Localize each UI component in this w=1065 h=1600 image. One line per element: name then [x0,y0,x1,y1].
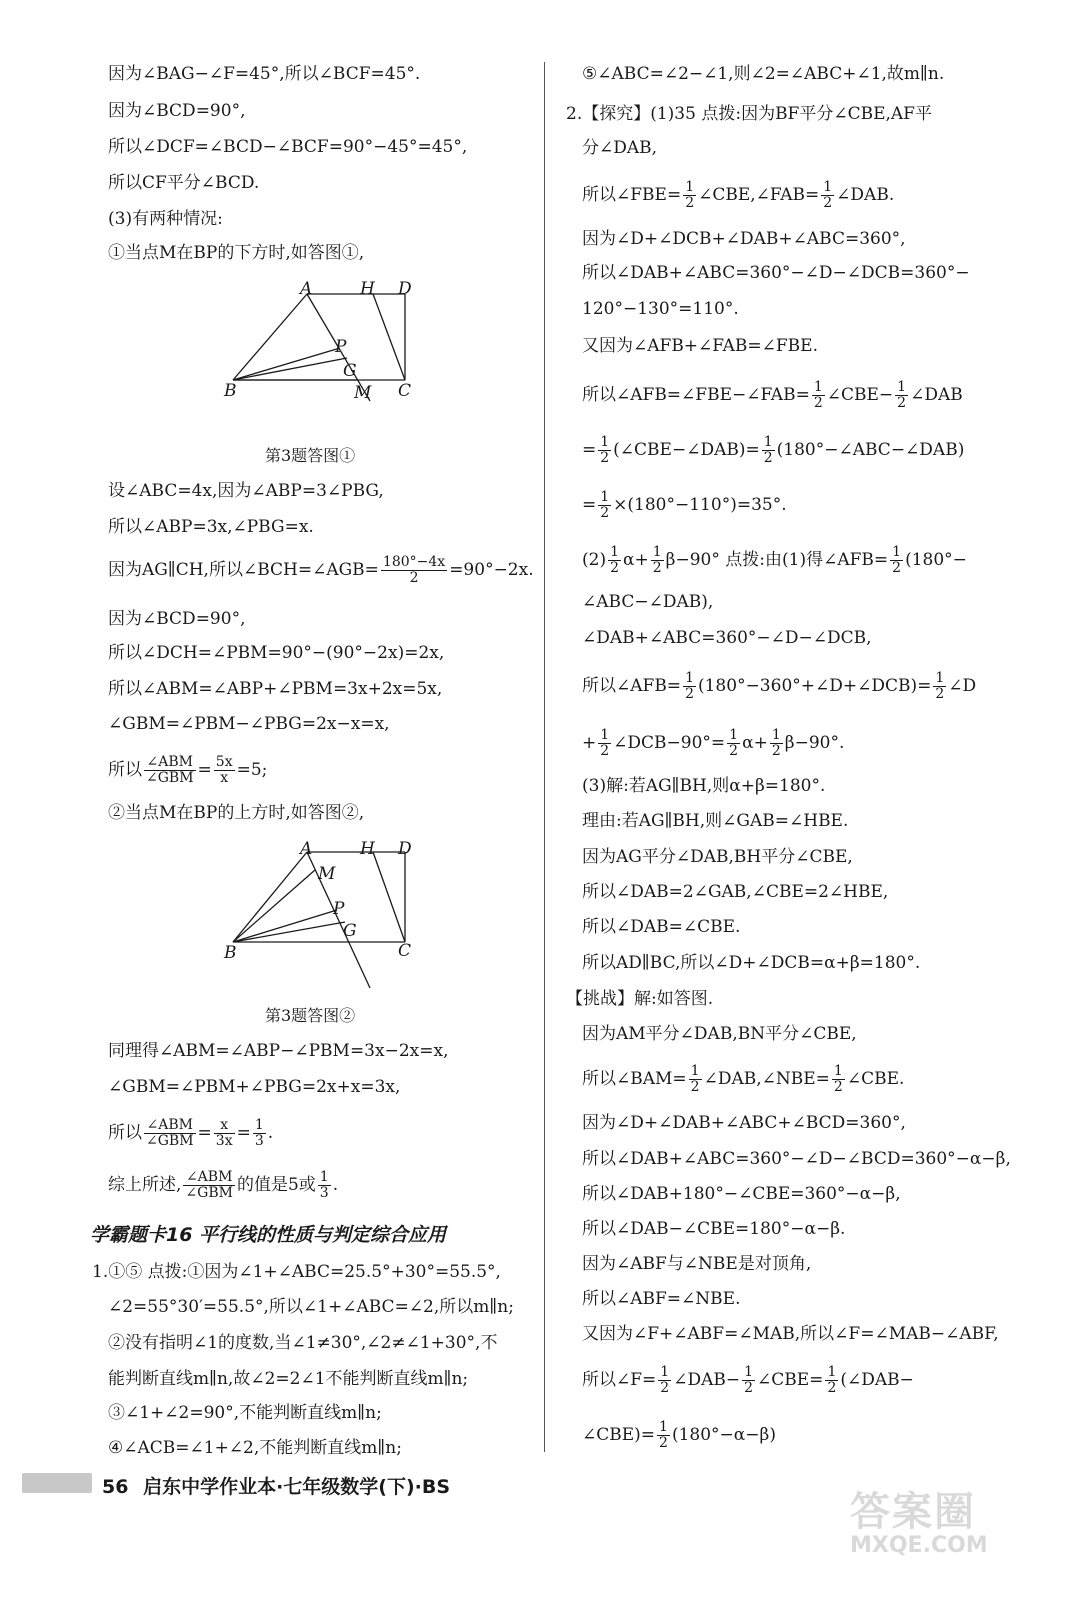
label-P: P [333,899,345,919]
text-line: 因为∠BCD=90°, [108,101,246,121]
text-segment: 所以 [108,760,142,780]
text-line: ⑤∠ABC=∠2−∠1,则∠2=∠ABC+∠1,故m∥n. [582,64,945,84]
text-line: ③∠1+∠2=90°,不能判断直线m∥n; [108,1403,382,1423]
text-line: 所以∠DAB=∠CBE. [582,917,741,937]
text-segment: 所以∠AFB= [582,676,682,696]
text-line: 因为∠D+∠DAB+∠ABC+∠BCD=360°, [582,1113,906,1133]
text-segment: β−90°. [784,733,845,753]
text-line [582,435,964,466]
fraction [318,1170,331,1201]
text-segment: (180°−α−β) [671,1425,776,1445]
fraction-half [770,728,783,759]
text-line [108,1170,338,1201]
label-H: H [360,839,375,859]
text-line [108,555,534,586]
text-line: 所以AD∥BC,所以∠D+∠DCB=α+β=180°. [582,953,921,973]
text-line: 分∠DAB, [582,138,658,158]
numerator: 1 [771,727,781,743]
text-segment: = [582,440,597,460]
denominator: 2 [600,450,610,466]
footer [102,1472,450,1499]
text-segment: α+ [742,733,768,753]
label-M: M [318,864,336,884]
text-line [582,1064,904,1095]
fraction-half [658,1365,671,1396]
numerator: 1 [827,1364,837,1380]
text-line: 又因为∠AFB+∠FAB=∠FBE. [582,336,818,356]
denominator: 2 [771,743,781,759]
denominator: 2 [660,1380,670,1396]
text-segment: . [332,1175,339,1195]
denominator: 2 [763,450,773,466]
label-G: G [343,921,357,941]
numerator: 1 [660,1364,670,1380]
text-line: 所以∠DAB=2∠GAB,∠CBE=2∠HBE, [582,882,889,902]
watermark-url: MXQE.COM [850,1533,988,1558]
numerator: 1 [652,544,662,560]
text-segment: =5; [236,760,268,780]
text-segment: ∠CBE,∠FAB= [698,185,820,205]
text-line: ①当点M在BP的下方时,如答图①, [108,243,365,263]
numerator: ∠ABM [183,1170,235,1186]
text-line: 所以∠DAB+180°−∠CBE=360°−α−β, [582,1184,901,1204]
fraction-half [608,545,621,576]
book-title: 启东中学作业本·七年级数学(下)·BS [143,1476,451,1498]
text-line: 120°−130°=110°. [582,299,739,319]
text-segment: ∠DAB. [836,185,895,205]
text-segment: + [582,733,597,753]
fraction-half [598,728,611,759]
numerator: 1 [833,1063,843,1079]
text-line: 所以∠DCH=∠PBM=90°−(90°−2x)=2x, [108,643,445,663]
text-line [582,180,894,211]
text-segment: 所以∠FBE= [582,185,682,205]
numerator: ∠ABM [144,1118,196,1134]
numerator: 1 [897,379,907,395]
denominator: 3 [319,1185,329,1201]
text-segment: = [197,760,212,780]
numerator: 1 [729,727,739,743]
text-segment: ×(180°−110°)=35°. [613,495,787,515]
denominator: 3 [254,1133,264,1149]
text-line: (3)有两种情况: [108,209,223,229]
numerator: 1 [690,1063,700,1079]
fraction-half [895,380,908,411]
text-line [582,545,967,576]
section-title: 学霸题卡16 平行线的性质与判定综合应用 [90,1224,447,1246]
fraction [183,1170,235,1201]
text-line: ∠2=55°30′=55.5°,所以∠1+∠ABC=∠2,所以m∥n; [108,1297,514,1317]
text-segment: 的值是5或 [236,1175,316,1195]
numerator: 1 [813,379,823,395]
fraction-half [821,180,834,211]
label-D: D [398,839,412,859]
text-segment: ∠DAB,∠NBE= [703,1069,830,1089]
text-segment: (180°−360°+∠D+∠DCB)= [697,676,932,696]
text-segment: 因为AG∥CH,所以∠BCH=∠AGB= [108,560,379,580]
denominator: 3x [215,1133,233,1149]
label-C: C [398,941,412,961]
fraction-half [683,671,696,702]
denominator: 2 [897,395,907,411]
fraction [253,1118,266,1149]
denominator: x [220,770,229,786]
label-B: B [224,943,237,963]
fraction [214,755,235,786]
text-segment: ∠D [948,676,977,696]
text-line: 1.①⑤ 点拨:①因为∠1+∠ABC=25.5°+30°=55.5°, [92,1262,501,1282]
numerator: 5x [215,754,233,770]
denominator: 2 [685,686,694,702]
text-segment: 所以∠AFB=∠FBE−∠FAB= [582,385,810,405]
text-line: 因为∠BAG−∠F=45°,所以∠BCF=45°. [108,64,421,84]
denominator: 2 [892,560,902,576]
numerator: 1 [892,544,902,560]
fraction-half [825,1365,838,1396]
denominator: 2 [744,1380,754,1396]
denominator: 2 [813,395,823,411]
fraction-half [812,380,825,411]
text-segment: ∠DCB−90°= [613,733,726,753]
label-B: B [224,381,237,401]
denominator: 2 [409,570,419,586]
text-segment: =90°−2x. [449,560,534,580]
fraction [381,555,447,586]
fraction-half [742,1365,755,1396]
text-line: ②当点M在BP的上方时,如答图②, [108,803,365,823]
text-line: ∠ABC−∠DAB), [582,592,714,612]
text-segment: 所以∠F= [582,1370,657,1390]
label-M: M [354,383,372,403]
text-line: 所以CF平分∠BCD. [108,173,260,193]
fraction-half [598,435,611,466]
text-segment: ∠CBE− [826,385,894,405]
text-segment: ∠CBE= [757,1370,824,1390]
text-segment: α+ [623,550,649,570]
text-segment: (2) [582,550,607,570]
label-C: C [398,381,412,401]
text-line: 因为∠D+∠DCB+∠DAB+∠ABC=360°, [582,229,906,249]
text-segment: (180°−∠ABC−∠DAB) [776,440,965,460]
text-line: (3)解:若AG∥BH,则α+β=180°. [582,776,826,796]
text-segment: ∠DAB− [673,1370,741,1390]
text-segment: (∠DAB− [840,1370,914,1390]
text-line: 同理得∠ABM=∠ABP−∠PBM=3x−2x=x, [108,1041,449,1061]
denominator: ∠GBM [185,1185,233,1201]
text-segment: (180°− [905,550,967,570]
text-segment: ∠DAB [910,385,963,405]
text-line [582,1365,914,1396]
denominator: 2 [659,1435,668,1451]
text-line: 所以∠DAB+∠ABC=360°−∠D−∠DCB=360°− [582,263,970,283]
denominator: 2 [827,1380,837,1396]
fraction-half [683,180,696,211]
numerator: ∠ABM [144,755,196,771]
text-segment: = [197,1123,212,1143]
text-line: ④∠ACB=∠1+∠2,不能判断直线m∥n; [108,1438,402,1458]
denominator: 2 [823,195,833,211]
text-line [582,490,787,521]
numerator: 1 [659,1419,668,1435]
denominator: 2 [685,195,695,211]
numerator: 1 [254,1117,264,1133]
numerator: 1 [744,1364,754,1380]
text-segment: β−90° 点拨:由(1)得∠AFB= [665,550,889,570]
text-line: 所以∠ABF=∠NBE. [582,1289,741,1309]
label-P: P [335,337,347,357]
column-divider [544,62,545,1452]
text-segment: 所以∠BAM= [582,1069,687,1089]
text-line: 所以∠DAB+∠ABC=360°−∠D−∠BCD=360°−α−β, [582,1149,1011,1169]
label-D: D [398,279,412,299]
geometry-figure-2 [215,838,425,993]
label-H: H [360,279,375,299]
text-line: 因为AM平分∠DAB,BN平分∠CBE, [582,1024,857,1044]
text-line: 2.【探究】(1)35 点拨:因为BF平分∠CBE,AF平 [566,104,932,124]
text-line: ∠GBM=∠PBM+∠PBG=2x+x=3x, [108,1077,401,1097]
text-line: 所以∠DCF=∠BCD−∠BCF=90°−45°=45°, [108,137,468,157]
fraction [214,1118,235,1149]
denominator: 2 [610,560,620,576]
fraction [144,755,196,786]
text-segment: 所以 [108,1123,142,1143]
text-segment: = [236,1123,251,1143]
figure-caption: 第3题答图② [265,1006,356,1025]
fraction-half [689,1064,702,1095]
text-line [108,1118,273,1149]
label-A: A [300,839,313,859]
text-segment: ∠CBE)= [582,1425,656,1445]
text-line: 所以∠ABP=3x,∠PBG=x. [108,517,314,537]
text-line: 能判断直线m∥n,故∠2=2∠1不能判断直线m∥n; [108,1369,469,1389]
watermark-logo: 答案圈 [850,1489,976,1535]
text-line: 因为∠ABF与∠NBE是对顶角, [582,1254,812,1274]
figure-caption: 第3题答图① [265,446,356,465]
denominator: ∠GBM [146,1133,194,1149]
denominator: 2 [935,686,945,702]
text-line: 所以∠DAB−∠CBE=180°−α−β. [582,1219,846,1239]
numerator: 1 [935,670,945,686]
text-line: ∠GBM=∠PBM−∠PBG=2x−x=x, [108,714,390,734]
denominator: 2 [652,560,662,576]
text-segment: . [267,1123,274,1143]
text-line [582,380,963,411]
text-line: 【挑战】解:如答图. [566,989,714,1009]
text-line: 理由:若AG∥BH,则∠GAB=∠HBE. [582,811,849,831]
text-segment: = [582,495,597,515]
text-line: ∠DAB+∠ABC=360°−∠D−∠DCB, [582,628,872,648]
label-A: A [300,279,313,299]
numerator: 1 [685,179,695,195]
fraction-half [651,545,664,576]
numerator: 1 [600,727,610,743]
fraction-half [890,545,903,576]
numerator: 1 [610,544,620,560]
fraction-half [933,671,946,702]
denominator: 2 [690,1079,700,1095]
fraction-half [832,1064,845,1095]
text-segment: 综上所述, [108,1175,182,1195]
numerator: 1 [600,489,610,505]
fraction-half [598,490,611,521]
denominator: 2 [833,1079,843,1095]
fraction-half [762,435,775,466]
numerator: 1 [763,434,773,450]
text-segment: (∠CBE−∠DAB)= [613,440,760,460]
text-line: 又因为∠F+∠ABF=∠MAB,所以∠F=∠MAB−∠ABF, [582,1324,999,1344]
text-line: 设∠ABC=4x,因为∠ABP=3∠PBG, [108,481,384,501]
text-line [108,755,267,786]
fraction [144,1118,196,1149]
text-line [582,728,844,759]
numerator: x [214,1118,235,1134]
watermark [850,1480,988,1558]
geometry-figure-1 [215,276,425,406]
text-line: 因为∠BCD=90°, [108,609,246,629]
page-number: 56 [102,1476,129,1498]
text-line: 因为AG平分∠DAB,BH平分∠CBE, [582,847,853,867]
fraction-half [727,728,740,759]
text-line: 所以∠ABM=∠ABP+∠PBM=3x+2x=5x, [108,679,443,699]
numerator: 1 [823,179,833,195]
denominator: 2 [600,743,610,759]
denominator: ∠GBM [146,770,194,786]
numerator: 1 [685,670,694,686]
numerator: 180°−4x [382,554,446,570]
denominator: 2 [600,505,610,521]
text-segment: ∠CBE. [846,1069,905,1089]
text-line [582,671,976,702]
text-line: ②没有指明∠1的度数,当∠1≠30°,∠2≠∠1+30°,不 [108,1333,498,1353]
numerator: 1 [600,434,610,450]
footer-bar [22,1473,92,1493]
label-G: G [343,361,357,381]
fraction-half [657,1420,670,1451]
denominator: 2 [729,743,739,759]
numerator: 1 [319,1169,329,1185]
text-line [582,1420,776,1451]
